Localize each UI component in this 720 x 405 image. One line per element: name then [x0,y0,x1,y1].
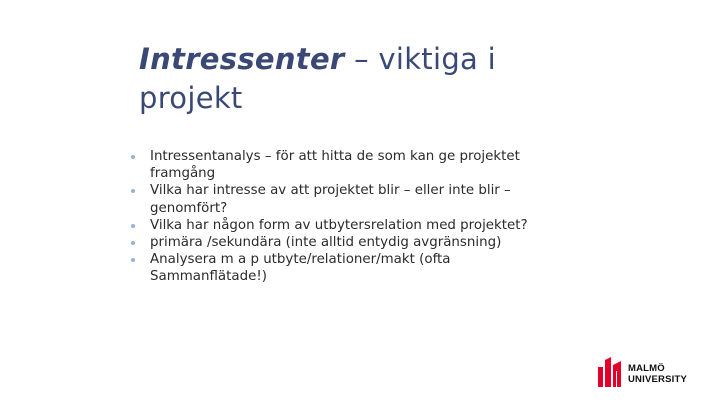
bullet-item [130,251,570,285]
logo-line-2: UNIVERSITY [628,374,688,385]
bullet-item [130,217,570,234]
bullet-dot-icon [131,241,135,245]
title-rest: – viktiga i projekt [139,42,496,115]
title-emphasis: Intressenter [139,42,345,76]
bullet-text: Vilka har intresse av att projektet blir – eller inte blir – genomfört? [150,183,511,216]
logo-line-1: MALMÖ [628,363,665,374]
bullet-text: Intressentanalys – för att hitta de som kan ge projektet framgång [150,149,520,182]
bullet-text: Analysera m a p utbyte/relationer/makt (ofta Sammanflätade!) [150,252,451,285]
malmo-university-logo [597,356,697,388]
bullet-item [130,234,570,251]
bullet-dot-icon [131,258,135,262]
bullet-list [130,148,570,286]
bullet-text: Vilka har någon form av utbytersrelation med projektet? [150,217,528,233]
bullet-dot-icon [131,224,135,228]
bullet-dot-icon [131,189,135,193]
slide-title [139,40,559,118]
malmo-logo-mark-icon [597,356,623,388]
bullet-item [130,148,570,182]
bullet-item [130,182,570,216]
bullet-dot-icon [131,155,135,159]
logo-wordmark [628,363,687,385]
bullet-text: primära /sekundära (inte alltid entydig avgränsning) [150,235,502,251]
